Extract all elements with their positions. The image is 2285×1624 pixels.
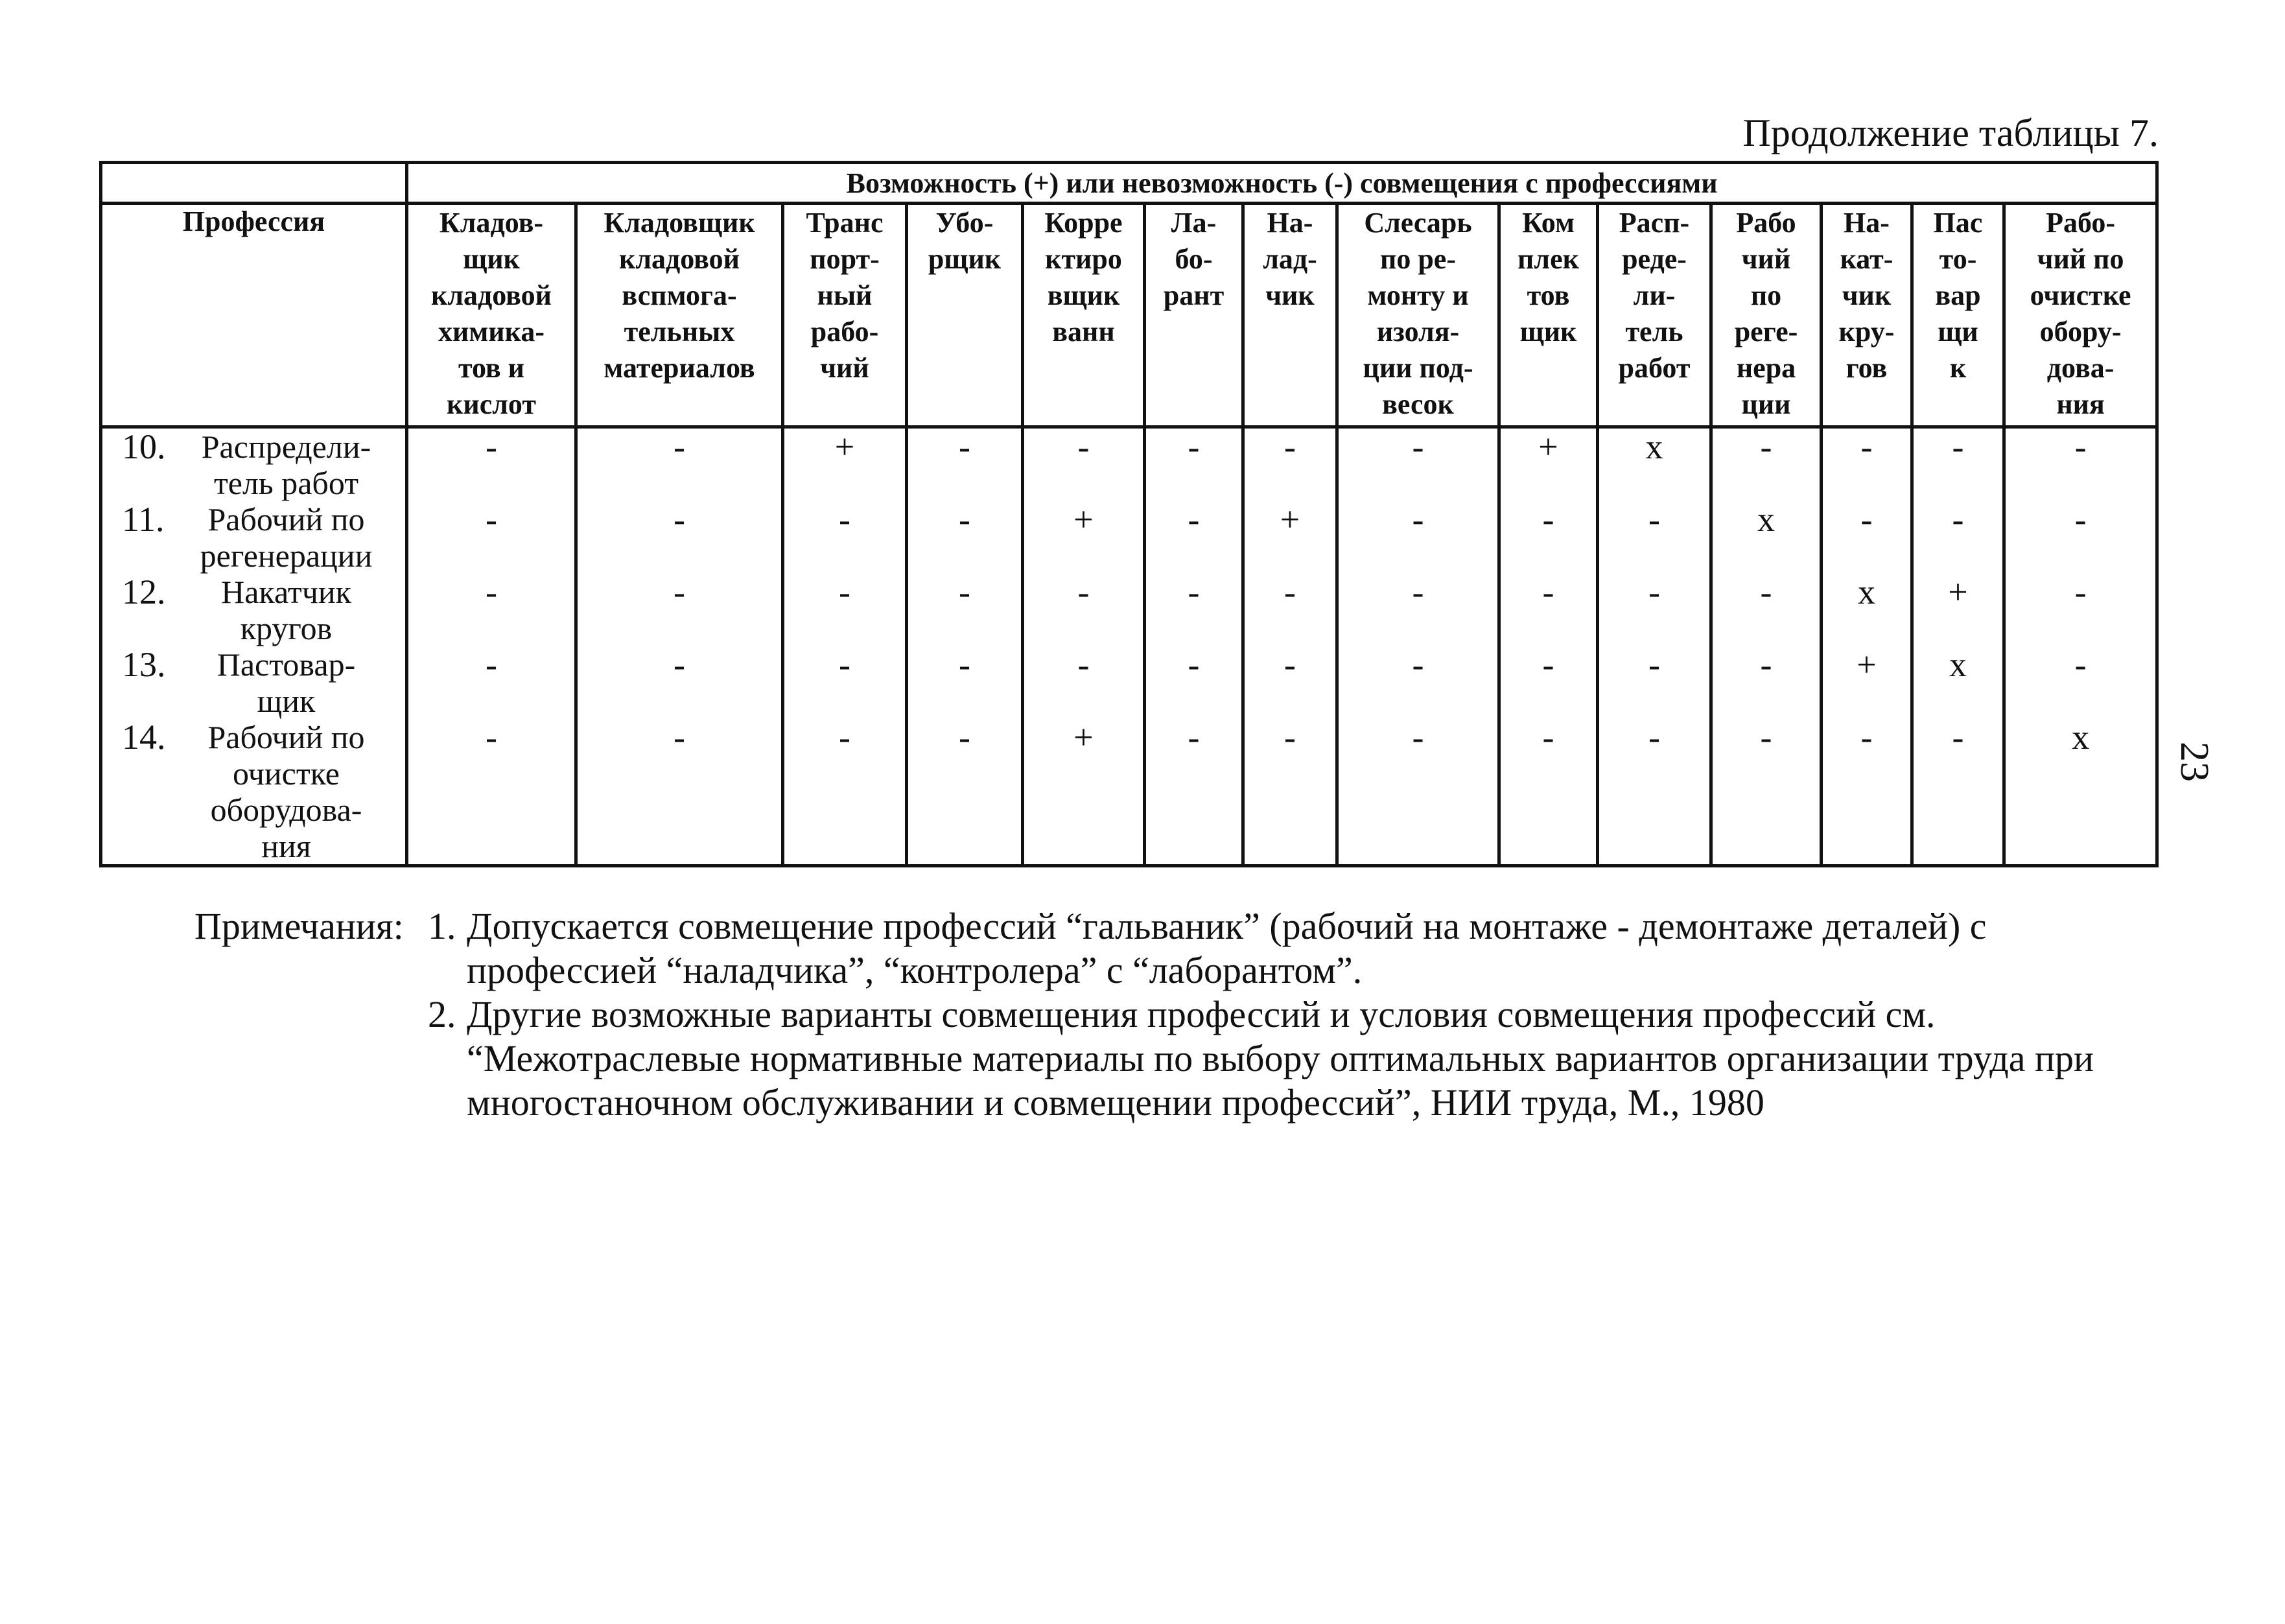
value-cell: x bbox=[2004, 719, 2157, 866]
value-cell: - bbox=[1145, 646, 1243, 719]
column-header: Пас то- вар щи к bbox=[1912, 204, 2004, 427]
row-number: 11. bbox=[122, 500, 165, 539]
profession-header: Профессия bbox=[101, 204, 407, 427]
note-text: Допускается совмещение профессий “гальваник” (рабочий на монтаже - демонтаже деталей) с профессией “наладчика”, “контролера” с “лаборантом”. bbox=[467, 905, 1987, 991]
row-number: 14. bbox=[122, 718, 166, 757]
note-number: 1. bbox=[428, 905, 456, 947]
value-cell: - bbox=[1598, 501, 1711, 574]
value-cell: x bbox=[1598, 427, 1711, 502]
value-cell: - bbox=[1145, 574, 1243, 646]
value-cell: - bbox=[1822, 501, 1912, 574]
value-cell: - bbox=[2004, 427, 2157, 502]
value-cell: + bbox=[1822, 646, 1912, 719]
value-cell: - bbox=[1243, 574, 1337, 646]
value-cell: - bbox=[407, 574, 576, 646]
value-cell: - bbox=[1023, 427, 1145, 502]
value-cell: - bbox=[1711, 719, 1822, 866]
value-cell: - bbox=[1337, 574, 1499, 646]
value-cell: - bbox=[907, 427, 1023, 502]
column-header: Транс порт- ный рабо- чий bbox=[783, 204, 907, 427]
value-cell: - bbox=[1499, 574, 1598, 646]
value-cell: + bbox=[1912, 574, 2004, 646]
group-header: Возможность (+) или невозможность (-) совмещения с профессиями bbox=[407, 163, 2157, 204]
column-header: Слесарь по ре- монту и изоля- ции под- весок bbox=[1337, 204, 1499, 427]
table-row bbox=[101, 719, 2157, 866]
value-cell: - bbox=[407, 501, 576, 574]
value-cell: - bbox=[2004, 646, 2157, 719]
value-cell: + bbox=[783, 427, 907, 502]
profession-cell bbox=[101, 646, 407, 719]
value-cell: - bbox=[1912, 719, 2004, 866]
value-cell: - bbox=[1243, 646, 1337, 719]
column-header: Корре ктиро вщик ванн bbox=[1023, 204, 1145, 427]
value-cell: - bbox=[1243, 719, 1337, 866]
value-cell: - bbox=[407, 719, 576, 866]
note-number: 2. bbox=[428, 993, 456, 1035]
value-cell: - bbox=[1598, 646, 1711, 719]
column-header: Кладов- щик кладовой химика- тов и кислот bbox=[407, 204, 576, 427]
profession-name: Рабочий по регенерации bbox=[200, 501, 373, 574]
value-cell: - bbox=[1711, 574, 1822, 646]
page-number: 23 bbox=[2172, 742, 2217, 782]
profession-cell bbox=[101, 427, 407, 502]
value-cell: - bbox=[907, 719, 1023, 866]
value-cell: - bbox=[783, 501, 907, 574]
value-cell: - bbox=[576, 501, 783, 574]
profession-name: Пастовар- щик bbox=[217, 646, 356, 719]
value-cell: - bbox=[2004, 501, 2157, 574]
value-cell: - bbox=[783, 574, 907, 646]
value-cell: - bbox=[407, 646, 576, 719]
compatibility-table bbox=[99, 161, 2159, 867]
column-header: Расп- реде- ли- тель работ bbox=[1598, 204, 1711, 427]
table-row bbox=[101, 427, 2157, 502]
value-cell: - bbox=[1598, 574, 1711, 646]
value-cell: - bbox=[907, 574, 1023, 646]
value-cell: - bbox=[1023, 646, 1145, 719]
column-header: Рабо чий по реге- нера ции bbox=[1711, 204, 1822, 427]
value-cell: - bbox=[1337, 427, 1499, 502]
value-cell: + bbox=[1243, 501, 1337, 574]
value-cell: - bbox=[1145, 427, 1243, 502]
value-cell: - bbox=[1337, 719, 1499, 866]
column-header: Убо- рщик bbox=[907, 204, 1023, 427]
notes-label: Примечания: bbox=[194, 905, 404, 947]
column-header: На- кат- чик кру- гов bbox=[1822, 204, 1912, 427]
value-cell: - bbox=[1337, 501, 1499, 574]
value-cell: - bbox=[576, 646, 783, 719]
profession-cell bbox=[101, 719, 407, 866]
notes bbox=[194, 904, 2139, 1125]
value-cell: + bbox=[1023, 501, 1145, 574]
value-cell: - bbox=[2004, 574, 2157, 646]
column-header: Рабо- чий по очистке обору- дова- ния bbox=[2004, 204, 2157, 427]
value-cell: + bbox=[1499, 427, 1598, 502]
value-cell: - bbox=[907, 646, 1023, 719]
column-header: Ла- бо- рант bbox=[1145, 204, 1243, 427]
row-number: 10. bbox=[122, 427, 166, 466]
corner-cell bbox=[101, 163, 407, 204]
table-row bbox=[101, 646, 2157, 719]
value-cell: - bbox=[576, 719, 783, 866]
value-cell: x bbox=[1711, 501, 1822, 574]
table-row bbox=[101, 574, 2157, 646]
value-cell: x bbox=[1822, 574, 1912, 646]
value-cell: - bbox=[1499, 501, 1598, 574]
value-cell: - bbox=[1243, 427, 1337, 502]
value-cell: - bbox=[1145, 501, 1243, 574]
profession-name: Накатчик кругов bbox=[221, 574, 351, 646]
value-cell: - bbox=[1822, 427, 1912, 502]
value-cell: - bbox=[407, 427, 576, 502]
value-cell: - bbox=[1023, 574, 1145, 646]
value-cell: - bbox=[1499, 646, 1598, 719]
value-cell: - bbox=[1822, 719, 1912, 866]
value-cell: - bbox=[1145, 719, 1243, 866]
value-cell: - bbox=[783, 719, 907, 866]
profession-name: Распредели- тель работ bbox=[201, 429, 371, 501]
value-cell: x bbox=[1912, 646, 2004, 719]
profession-cell bbox=[101, 574, 407, 646]
table-row bbox=[101, 501, 2157, 574]
value-cell: + bbox=[1023, 719, 1145, 866]
value-cell: - bbox=[1912, 427, 2004, 502]
column-header: На- лад- чик bbox=[1243, 204, 1337, 427]
value-cell: - bbox=[1711, 646, 1822, 719]
column-header: Ком плек тов щик bbox=[1499, 204, 1598, 427]
table-caption: Продолжение таблицы 7. bbox=[1742, 112, 2159, 154]
value-cell: - bbox=[1499, 719, 1598, 866]
note-text: Другие возможные варианты совмещения профессий и условия совмещения профессий см. “Межотраслевые нормативные материалы по выбору оптимальных вариантов организации труда при многостаночном обслуживании и совмещении профессий”, НИИ труда, М., 1980 bbox=[467, 993, 2094, 1124]
value-cell: - bbox=[783, 646, 907, 719]
value-cell: - bbox=[1912, 501, 2004, 574]
value-cell: - bbox=[1711, 427, 1822, 502]
value-cell: - bbox=[576, 427, 783, 502]
value-cell: - bbox=[1337, 646, 1499, 719]
value-cell: - bbox=[1598, 719, 1711, 866]
value-cell: - bbox=[576, 574, 783, 646]
profession-cell bbox=[101, 501, 407, 574]
row-number: 12. bbox=[122, 572, 166, 611]
value-cell: - bbox=[907, 501, 1023, 574]
row-number: 13. bbox=[122, 645, 166, 684]
column-header: Кладовщик кладовой вспмога- тельных материалов bbox=[576, 204, 783, 427]
profession-name: Рабочий по очистке оборудова- ния bbox=[207, 719, 365, 864]
